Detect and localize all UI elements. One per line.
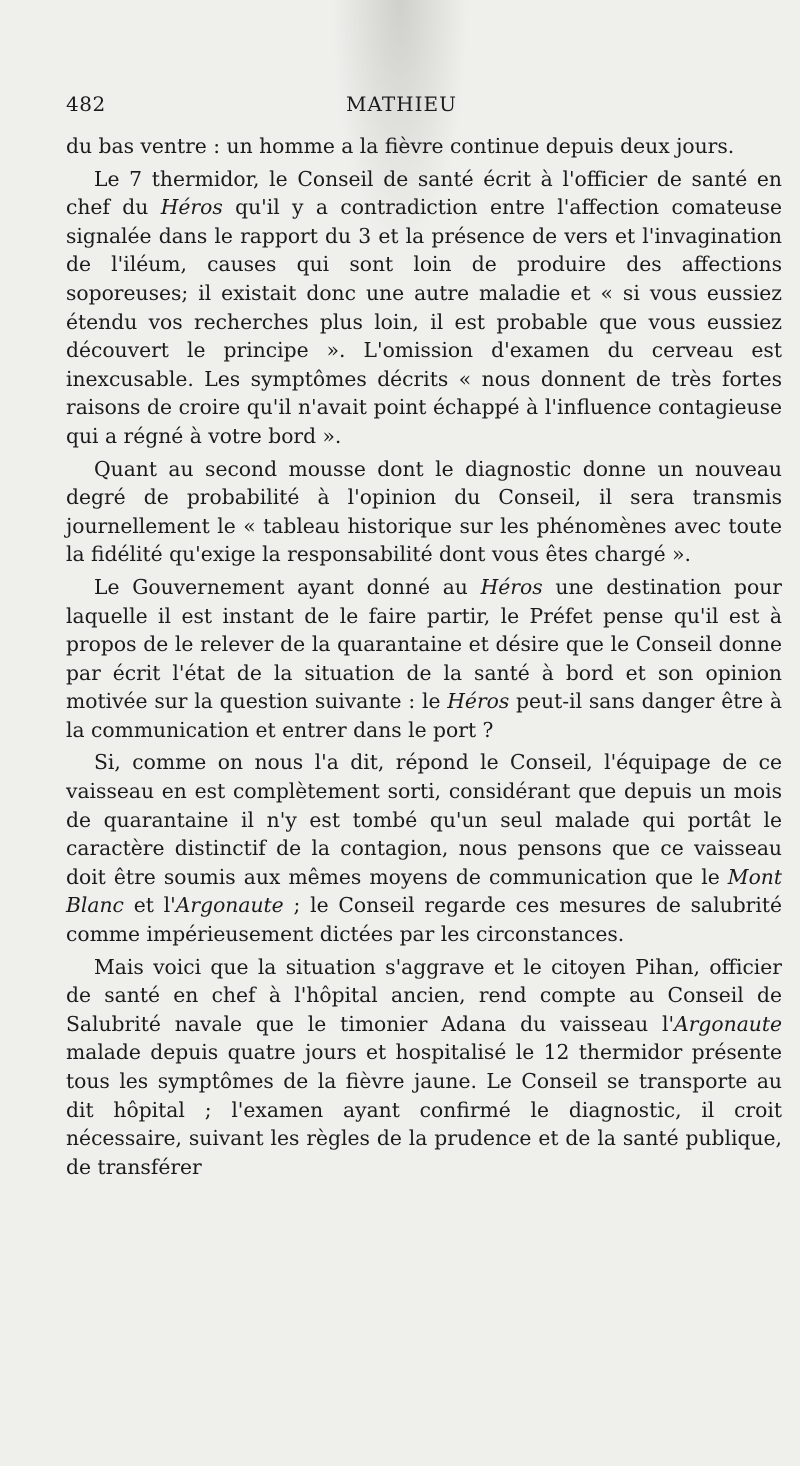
paragraph: Le 7 thermidor, le Conseil de santé écrit à l'officier de santé en chef du Héros qu'il y a contradiction entre l'affection comateuse signalée dans le rapport du 3 et la présence de vers et l'invagination de l'iléum, causes qui sont loin de produire des affections soporeuses; il existait donc une autre maladie et « si vous eussiez étendu vos recherches plus loin, il est probable que vous eussiez découvert le principe ». L'omission d'examen du cerveau est inexcusable. Les symptômes décrits « nous donnent de très fortes raisons de croire qu'il n'avait point échappé à l'influence contagieuse qui a régné à votre bord ». bbox=[66, 166, 782, 448]
running-head: MATHIEU bbox=[346, 92, 457, 116]
page-header bbox=[66, 92, 782, 132]
paragraph: Mais voici que la situation s'aggrave et le citoyen Pihan, officier de santé en chef à l'hôpital ancien, rend compte au Conseil de Salubrité navale que le timonier Adana du vaisseau l'Argonaute malade depuis quatre jours et hospitalisé le 12 thermidor présente tous les symptômes de la fièvre jaune. Le Conseil se transporte au dit hôpital ; l'examen ayant confirmé le diagnostic, il croit nécessaire, suivant les règles de la prudence et de la santé publique, de transférer bbox=[66, 954, 782, 1179]
italic-title: Héros bbox=[447, 689, 510, 714]
italic-title: Mont Blanc bbox=[66, 864, 782, 918]
italic-title: Argonaute bbox=[175, 893, 284, 918]
page-number: 482 bbox=[66, 92, 106, 116]
paragraph: Quant au second mousse dont le diagnostic donne un nouveau degré de probabilité à l'opinion du Conseil, il sera transmis journellement le « tableau historique sur les phénomènes avec toute la fidélité qu'exige la responsabilité dont vous êtes chargé ». bbox=[66, 456, 782, 567]
paragraph: du bas ventre : un homme a la fièvre continue depuis deux jours. bbox=[66, 134, 735, 158]
paragraph: Si, comme on nous l'a dit, répond le Conseil, l'équipage de ce vaisseau en est complètement sorti, considérant que depuis un mois de quarantaine il n'y est tombé qu'un seul malade qui portât le caractère distinctif de la contagion, nous pensons que ce vaisseau doit être soumis aux mêmes moyens de communication que le Mont Blanc et l'Argonaute ; le Conseil regarde ces mesures de salubrité comme impérieusement dictées par les circonstances. bbox=[66, 750, 783, 947]
italic-title: Argonaute bbox=[674, 1011, 782, 1036]
paragraph: Le Gouvernement ayant donné au Héros une destination pour laquelle il est instant de le faire partir, le Préfet pense qu'il est à propos de le relever de la quarantaine et désire que le Conseil donne par écrit l'état de la situation de la santé à bord et son opinion motivée sur la question suivante : le Héros peut-il sans danger être à la communication et entrer dans le port ? bbox=[66, 574, 782, 742]
italic-title: Héros bbox=[480, 574, 543, 599]
italic-title: Héros bbox=[160, 195, 223, 220]
body-text bbox=[66, 132, 782, 1181]
book-page bbox=[66, 92, 782, 1181]
